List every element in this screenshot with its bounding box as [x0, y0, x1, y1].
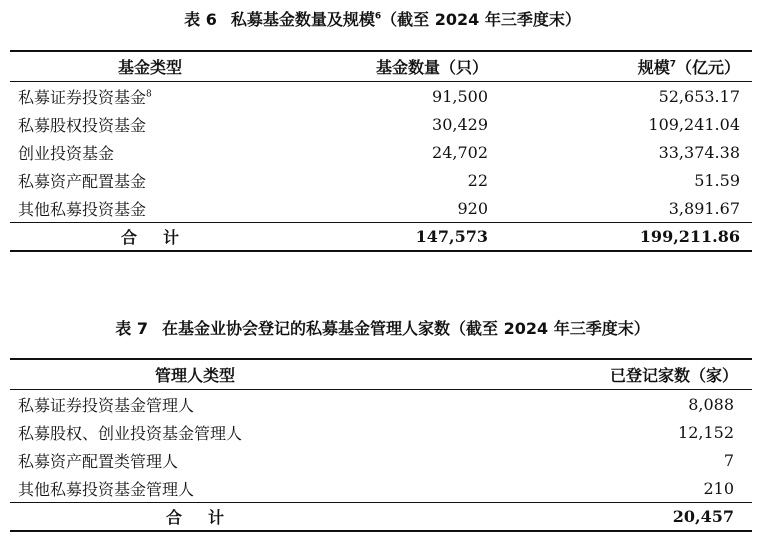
- manager-count-cell: 7: [723, 450, 734, 470]
- header-manager-type: 管理人类型: [10, 359, 380, 390]
- table-row: [10, 474, 752, 503]
- fund-count-cell: 24,702: [432, 142, 488, 162]
- table7-caption-title: 在基金业协会登记的私募基金管理人家数（截至 2024 年三季度末）: [162, 319, 650, 338]
- fund-type-cell: 其他私募投资基金: [18, 199, 147, 219]
- manager-count-cell: 12,152: [678, 422, 734, 442]
- table7-header-row: [10, 359, 752, 390]
- fund-type-cell: 创业投资基金: [18, 143, 115, 163]
- table-row: [10, 194, 752, 223]
- manager-type-cell: 私募资产配置类管理人: [18, 451, 179, 471]
- fund-count-cell: 920: [457, 198, 488, 218]
- total-label-a: 合: [165, 508, 182, 527]
- footnote-ref-7: 7: [669, 59, 676, 70]
- header-scale-label: 规模: [637, 58, 670, 77]
- fund-type-label: 私募证券投资基金: [18, 87, 147, 107]
- fund-count-cell: 91,500: [432, 86, 488, 106]
- manager-count-cell: 8,088: [688, 394, 734, 414]
- manager-count-cell: 210: [703, 478, 734, 498]
- table6-total-row: [10, 223, 752, 252]
- header-fund-count: 基金数量（只）: [290, 51, 500, 82]
- table7-caption-number: 表 7: [115, 319, 149, 338]
- fund-type-cell: 私募股权投资基金: [18, 115, 147, 135]
- table-row: [10, 446, 752, 474]
- fund-count-cell: 30,429: [432, 114, 488, 134]
- table-row: [10, 418, 752, 446]
- manager-type-cell: 私募证券投资基金管理人: [18, 395, 195, 415]
- table6-header-row: [10, 51, 752, 82]
- table7-total-row: [10, 503, 752, 532]
- table7-caption: [0, 318, 765, 340]
- footnote-ref-8: 8: [146, 89, 152, 100]
- total-label: [10, 503, 380, 532]
- table6-caption-title: 私募基金数量及规模: [230, 10, 375, 29]
- total-label: [10, 223, 290, 252]
- table7-manager-count: [10, 358, 752, 532]
- header-fund-scale: [500, 51, 752, 82]
- table-row: [10, 82, 752, 111]
- table-row: [10, 138, 752, 166]
- fund-scale-cell: 52,653.17: [658, 86, 740, 106]
- table-row: [10, 166, 752, 194]
- total-fund-scale: 199,211.86: [500, 223, 752, 252]
- manager-type-cell: 其他私募投资基金管理人: [18, 479, 195, 499]
- header-manager-count: 已登记家数（家）: [380, 359, 752, 390]
- fund-count-cell: 22: [467, 170, 488, 190]
- table-row: [10, 110, 752, 138]
- total-label-b: 计: [163, 228, 180, 247]
- fund-scale-cell: 51.59: [694, 170, 740, 190]
- fund-scale-cell: 3,891.67: [668, 198, 740, 218]
- fund-scale-cell: 33,374.38: [658, 142, 740, 162]
- manager-type-cell: 私募股权、创业投资基金管理人: [18, 423, 243, 443]
- fund-type-cell: 私募资产配置基金: [18, 171, 147, 191]
- total-label-b: 计: [208, 508, 225, 527]
- total-manager-count: 20,457: [380, 503, 752, 532]
- table6-caption-number: 表 6: [184, 10, 217, 29]
- table6-caption-date: （截至 2024 年三季度末）: [381, 10, 581, 29]
- total-label-a: 合: [120, 228, 137, 247]
- table-row: [10, 390, 752, 419]
- table6-caption: [0, 9, 765, 31]
- fund-type-cell: [10, 82, 290, 111]
- header-fund-type: 基金类型: [10, 51, 290, 82]
- header-scale-unit: （亿元）: [675, 58, 740, 77]
- table6-fund-count-scale: [10, 50, 752, 252]
- footnote-ref-6: 6: [374, 11, 382, 22]
- fund-scale-cell: 109,241.04: [648, 114, 740, 134]
- total-fund-count: 147,573: [290, 223, 500, 252]
